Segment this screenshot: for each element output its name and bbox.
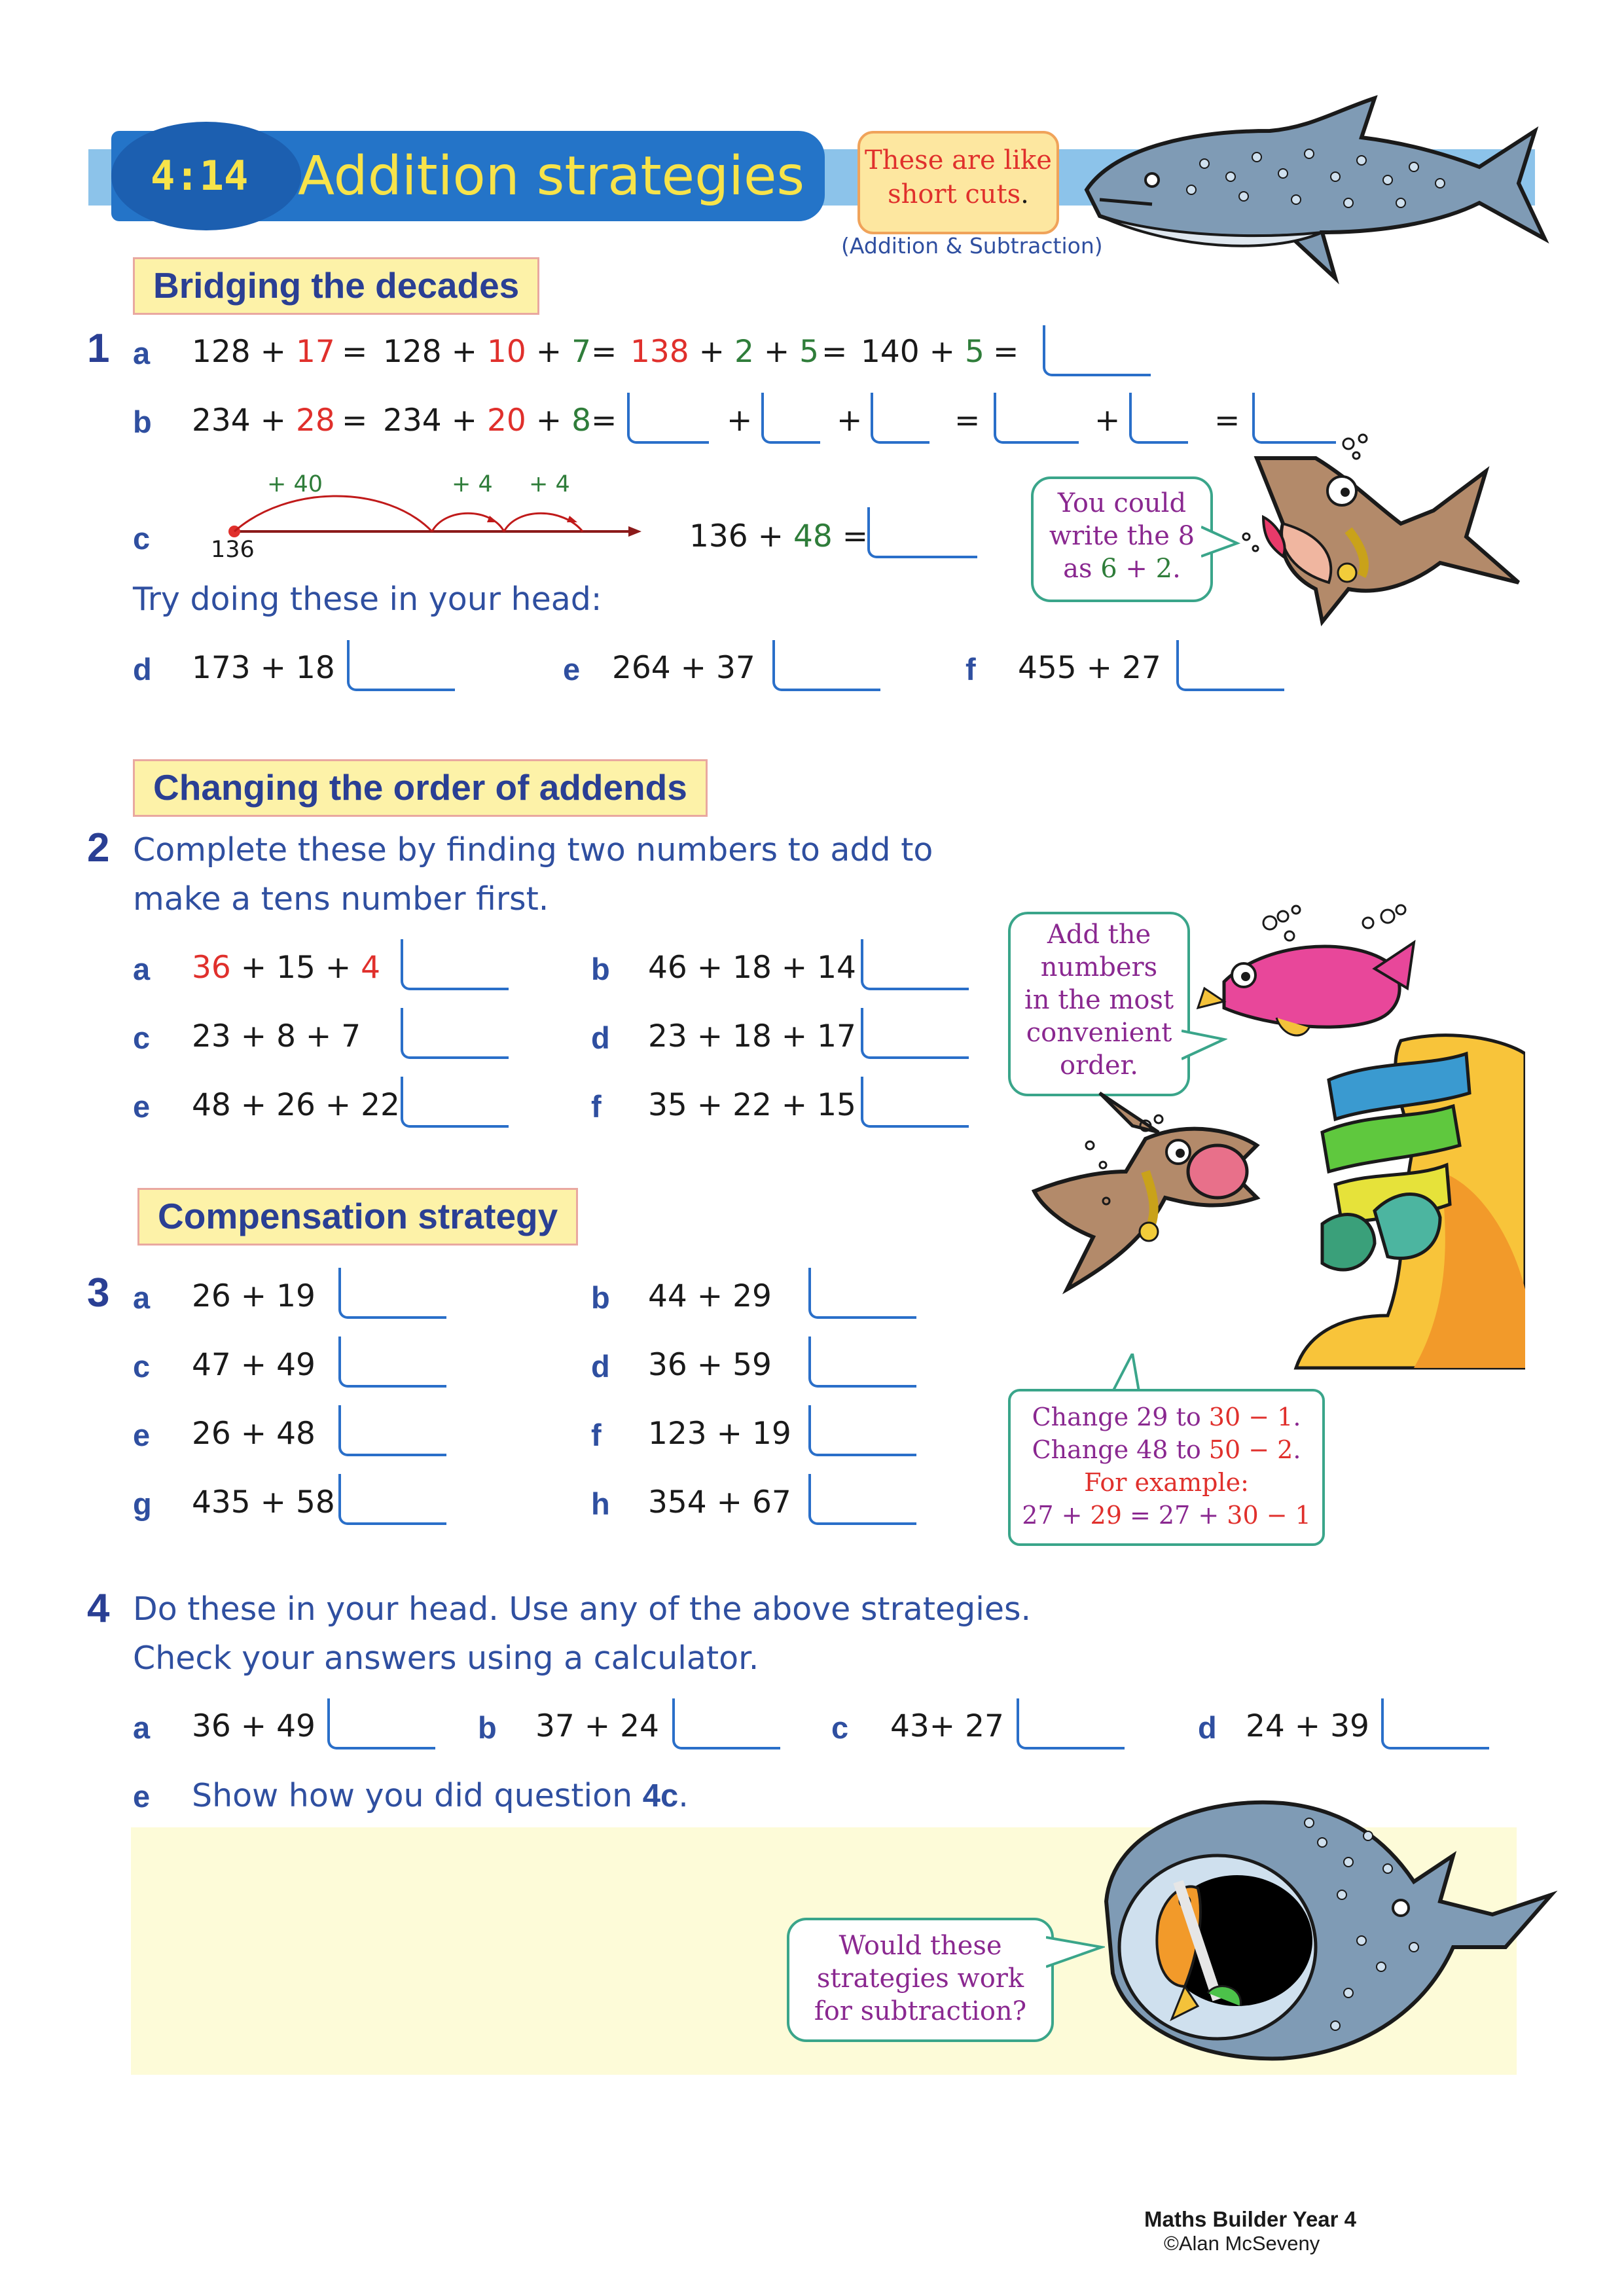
q1c-part: 48 xyxy=(793,518,833,554)
q3d-answer-box[interactable] xyxy=(808,1336,916,1388)
hint-part: 2 xyxy=(1277,1435,1293,1464)
q4e-instruction xyxy=(192,1777,689,1814)
q2e-expression: 48 + 26 + 22 xyxy=(192,1087,400,1123)
q1a-part: 7 xyxy=(571,334,591,370)
q2d-answer-box[interactable] xyxy=(861,1008,969,1059)
q2c-expression: 23 + 8 + 7 xyxy=(192,1018,361,1054)
q4e-part: 4c xyxy=(642,1778,679,1814)
q1a-eq2: = xyxy=(591,334,617,370)
hint-part: 1 xyxy=(1295,1501,1311,1530)
q1b-letter: b xyxy=(133,404,152,439)
q1c-answer-box[interactable] xyxy=(867,507,977,558)
q2-instruction-line2: make a tens number first. xyxy=(133,880,549,918)
q1f-letter: f xyxy=(965,652,976,687)
hint-part: 50 xyxy=(1208,1435,1241,1464)
hint-bubble-8-line1: You could xyxy=(1057,488,1187,518)
hint-bubble-compensation xyxy=(1008,1389,1325,1546)
q2f-letter: f xyxy=(591,1089,602,1124)
hint-bubble-order-line3: in the most xyxy=(1024,985,1174,1015)
q2c-letter: c xyxy=(133,1020,151,1055)
q2b-letter: b xyxy=(591,952,610,986)
footer-book-title: Maths Builder Year 4 xyxy=(1144,2207,1357,2231)
q2a-letter: a xyxy=(133,952,151,986)
hint-bubble-8 xyxy=(1031,476,1213,602)
q1a-part: 2 xyxy=(734,334,754,370)
q1a-step3 xyxy=(861,334,984,370)
q1a-part: 5 xyxy=(799,334,820,370)
q1b-step1 xyxy=(383,403,591,439)
section-heading-order: Changing the order of addends xyxy=(133,759,708,817)
lesson-number: 4:14 xyxy=(151,152,249,200)
q1a-step1 xyxy=(383,334,591,370)
q2f-expression: 35 + 22 + 15 xyxy=(648,1087,856,1123)
hint-bubble-order-line5: order. xyxy=(1060,1050,1138,1081)
q1e-expression: 264 + 37 xyxy=(612,650,755,686)
bubble-tail xyxy=(1106,1354,1146,1393)
q2b-expression: 46 + 18 + 14 xyxy=(648,950,856,986)
bubble-tail xyxy=(1201,524,1240,563)
q4c-expression: 43+ 27 xyxy=(890,1708,1004,1744)
q3e-letter: e xyxy=(133,1418,151,1452)
hint-bubble-order-line1: Add the xyxy=(1047,920,1151,950)
q4-instruction-line1: Do these in your head. Use any of the above strategies. xyxy=(133,1590,1032,1628)
q4c-answer-box[interactable] xyxy=(1017,1698,1125,1749)
fish-icon xyxy=(1198,942,1414,1035)
q3h-letter: h xyxy=(591,1486,610,1521)
q4a-letter: a xyxy=(133,1710,151,1745)
q1b-part: 234 + xyxy=(192,403,296,439)
q1b-answer-box-4[interactable] xyxy=(994,393,1079,444)
q4e-part: Show how you did question xyxy=(192,1777,643,1814)
q1a-part: 138 xyxy=(630,334,689,370)
hint-part: − xyxy=(1258,1501,1295,1530)
tip-text-line1: These are like xyxy=(865,145,1052,175)
q4-instruction-line2: Check your answers using a calculator. xyxy=(133,1640,759,1677)
q1f-answer-box[interactable] xyxy=(1176,640,1284,691)
q4a-expression: 36 + 49 xyxy=(192,1708,316,1744)
q1a-part: 140 + xyxy=(861,334,965,370)
q4e-letter: e xyxy=(133,1779,151,1814)
q1f-expression: 455 + 27 xyxy=(1018,650,1161,686)
q4d-answer-box[interactable] xyxy=(1381,1698,1489,1749)
q1a-step2 xyxy=(630,334,819,370)
q3b-answer-box[interactable] xyxy=(808,1268,916,1319)
hint-bubble-subtraction xyxy=(787,1918,1054,2042)
q1b-eq3: = xyxy=(954,403,981,439)
q1a-eq3: = xyxy=(821,334,848,370)
q2a-part: 36 xyxy=(192,950,231,986)
q1d-letter: d xyxy=(133,652,152,687)
q4e-part: . xyxy=(678,1777,689,1814)
tip-text-line2 xyxy=(857,179,1059,209)
hint-comp-line2 xyxy=(1011,1433,1322,1466)
q1a-part: + xyxy=(526,334,572,370)
q1b-answer-box-1[interactable] xyxy=(627,393,709,444)
q1a-eq4: = xyxy=(993,334,1019,370)
q3d-letter: d xyxy=(591,1349,610,1384)
q1b-eq2: = xyxy=(591,403,617,439)
q1a-expression xyxy=(192,334,335,370)
hint-part: 27 + xyxy=(1022,1501,1091,1530)
q2f-answer-box[interactable] xyxy=(861,1077,969,1128)
q4d-expression: 24 + 39 xyxy=(1246,1708,1369,1744)
hint-part: . xyxy=(1293,1435,1301,1464)
q1e-answer-box[interactable] xyxy=(772,640,880,691)
q3g-letter: g xyxy=(133,1486,152,1521)
q3b-letter: b xyxy=(591,1280,610,1315)
q2d-letter: d xyxy=(591,1020,610,1055)
q2b-answer-box[interactable] xyxy=(861,939,969,990)
q3h-expression: 354 + 67 xyxy=(648,1484,791,1520)
q1a-part: + xyxy=(689,334,734,370)
hint-sub-line2: strategies work xyxy=(816,1964,1024,1994)
hint-part: + xyxy=(1117,554,1156,584)
q3a-expression: 26 + 19 xyxy=(192,1278,316,1314)
q1b-part: + xyxy=(526,403,572,439)
q4b-letter: b xyxy=(478,1710,497,1745)
question-number-4: 4 xyxy=(87,1586,110,1631)
q1b-expression xyxy=(192,403,335,439)
q1d-expression: 173 + 18 xyxy=(192,650,335,686)
hint-part: as xyxy=(1063,554,1101,584)
section-heading-compensation: Compensation strategy xyxy=(137,1188,578,1246)
q1b-eq4: = xyxy=(1214,403,1240,439)
q2e-letter: e xyxy=(133,1089,151,1124)
q3c-letter: c xyxy=(133,1349,151,1384)
q3h-answer-box[interactable] xyxy=(808,1474,916,1525)
q1e-letter: e xyxy=(563,652,581,687)
q1c-expression xyxy=(689,518,868,554)
q3f-letter: f xyxy=(591,1418,602,1452)
q1a-answer-box[interactable] xyxy=(1043,325,1151,376)
q1a-part: 17 xyxy=(295,334,335,370)
q1a-part: 5 xyxy=(964,334,984,370)
q4d-letter: d xyxy=(1198,1710,1217,1745)
question-number-3: 3 xyxy=(87,1270,110,1316)
hint-comp-line1 xyxy=(1011,1401,1322,1433)
q2a-answer-box[interactable] xyxy=(401,939,509,990)
hint-comp-line4 xyxy=(1011,1499,1322,1532)
q3f-expression: 123 + 19 xyxy=(648,1416,791,1452)
question-number-1: 1 xyxy=(87,326,110,371)
jump-label-4a: + 4 xyxy=(452,471,493,497)
q1a-part: 10 xyxy=(486,334,526,370)
q3a-answer-box[interactable] xyxy=(338,1268,446,1319)
q1a-letter: a xyxy=(133,336,151,370)
question-number-2: 2 xyxy=(87,825,110,870)
hint-bubble-order-line2: numbers xyxy=(1040,952,1158,982)
q4c-letter: c xyxy=(831,1710,849,1745)
shark-icon xyxy=(1034,1093,1257,1289)
hint-sub-line3: for subtraction? xyxy=(814,1996,1027,2026)
q2c-answer-box[interactable] xyxy=(401,1008,509,1059)
q3c-answer-box[interactable] xyxy=(338,1336,446,1388)
hint-bubble-8-line2: write the 8 xyxy=(1049,521,1195,551)
q1a-part: + xyxy=(753,334,800,370)
q4b-answer-box[interactable] xyxy=(672,1698,780,1749)
hint-part: − xyxy=(1240,1435,1278,1464)
q3b-expression: 44 + 29 xyxy=(648,1278,772,1314)
tip-text-line2-main: short cuts xyxy=(888,179,1021,209)
reef-scene xyxy=(982,897,1525,1374)
q1-instruction: Try doing these in your head: xyxy=(133,581,602,618)
q4b-expression: 37 + 24 xyxy=(535,1708,659,1744)
q3c-expression: 47 + 49 xyxy=(192,1347,316,1383)
q1b-part: 20 xyxy=(486,403,526,439)
q2e-answer-box[interactable] xyxy=(401,1077,509,1128)
whale-shark-icon xyxy=(1087,1790,1558,2072)
bubble-tail xyxy=(1046,1934,1105,1973)
q1b-part: 234 + xyxy=(383,403,487,439)
q1b-eq1: = xyxy=(342,403,368,439)
hint-part: 1 xyxy=(1277,1403,1293,1431)
q1a-part: 128 + xyxy=(192,334,296,370)
q1b-plus1: + xyxy=(727,403,753,439)
q1b-plus3: + xyxy=(1094,403,1121,439)
page-title: Addition strategies xyxy=(298,145,805,207)
section-heading-bridging: Bridging the decades xyxy=(133,257,539,315)
footer-copyright: ©Alan McSeveny xyxy=(1164,2232,1320,2255)
hint-part: 30 xyxy=(1208,1403,1241,1431)
q1c-letter: c xyxy=(133,521,151,556)
q3e-answer-box[interactable] xyxy=(338,1405,446,1456)
q3d-expression: 36 + 59 xyxy=(648,1347,772,1383)
q1c-part: = xyxy=(832,518,869,554)
q3f-answer-box[interactable] xyxy=(808,1405,916,1456)
q1d-answer-box[interactable] xyxy=(347,640,455,691)
q1b-answer-box-3[interactable] xyxy=(871,393,929,444)
strand-label: (Addition & Subtraction) xyxy=(841,233,1103,259)
hint-bubble-8-line3 xyxy=(1034,552,1210,585)
q1b-answer-box-5[interactable] xyxy=(1129,393,1188,444)
jump-label-40: + 40 xyxy=(267,471,323,497)
q1a-eq1: = xyxy=(342,334,368,370)
q1a-part: 128 + xyxy=(383,334,487,370)
hint-part: = 27 + xyxy=(1121,1501,1227,1530)
tip-text-dot: . xyxy=(1020,179,1029,209)
q1b-plus2: + xyxy=(837,403,863,439)
q3g-answer-box[interactable] xyxy=(338,1474,446,1525)
number-line-start: 136 xyxy=(211,537,255,563)
hint-part: . xyxy=(1172,554,1181,584)
q2a-expression xyxy=(192,950,380,986)
hint-sub-line1: Would these xyxy=(839,1931,1002,1961)
q1b-part: 8 xyxy=(571,403,591,439)
hint-part: 2 xyxy=(1155,554,1173,584)
hint-part: − xyxy=(1240,1403,1278,1431)
q2d-expression: 23 + 18 + 17 xyxy=(648,1018,856,1054)
q3a-letter: a xyxy=(133,1280,151,1315)
shark-icon xyxy=(1237,432,1525,628)
hint-comp-line3: For example: xyxy=(1084,1468,1249,1497)
hint-part: 6 xyxy=(1100,554,1117,584)
q1b-answer-box-2[interactable] xyxy=(761,393,820,444)
hint-bubble-order-line4: convenient xyxy=(1026,1018,1172,1048)
hint-part: 29 xyxy=(1090,1501,1122,1530)
q1c-part: 136 + xyxy=(689,518,793,554)
q2a-part: + 15 + xyxy=(230,950,361,986)
q3e-expression: 26 + 48 xyxy=(192,1416,316,1452)
jump-label-4b: + 4 xyxy=(529,471,570,497)
q1b-part: 28 xyxy=(295,403,335,439)
q2a-part: 4 xyxy=(361,950,381,986)
q4a-answer-box[interactable] xyxy=(327,1698,435,1749)
hint-part: Change 48 to xyxy=(1032,1435,1209,1464)
whale-shark-icon xyxy=(1074,92,1558,295)
hint-part: . xyxy=(1293,1403,1301,1431)
q2-instruction-line1: Complete these by finding two numbers to add to xyxy=(133,831,933,869)
hint-part: 30 xyxy=(1227,1501,1259,1530)
q3g-expression: 435 + 58 xyxy=(192,1484,335,1520)
hint-part: Change 29 to xyxy=(1032,1403,1209,1431)
